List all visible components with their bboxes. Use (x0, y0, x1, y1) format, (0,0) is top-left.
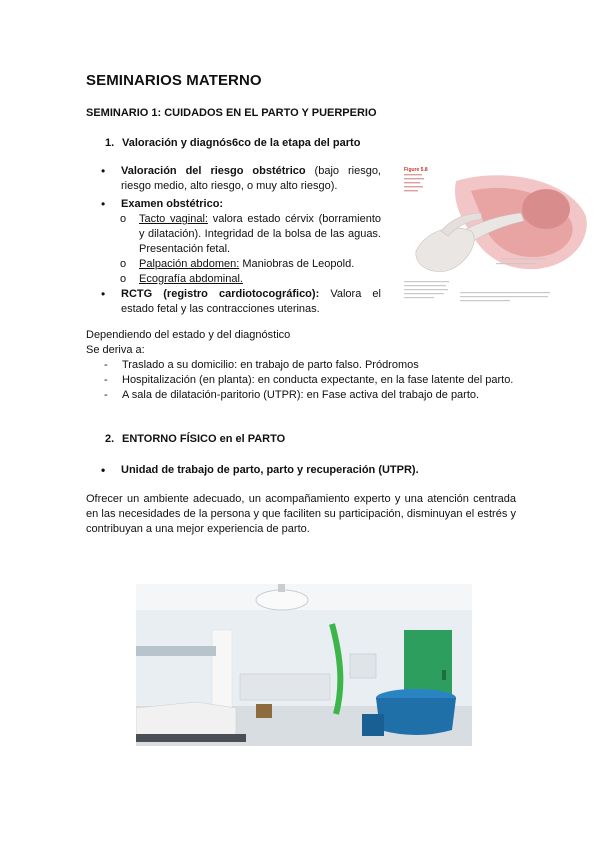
environment-paragraph: Ofrecer un ambiente adecuado, un acompañamiento experto y una atención centrada en las necesidades de la persona y que faciliten su participación, disminuyan el estrés y contribuyan a una mejor experiencia de parto. (86, 493, 516, 535)
lamp-arm (278, 584, 285, 592)
figure-caption-line (460, 296, 548, 297)
bullet-rctg-label: RCTG (registro cardiotocográfico): (121, 288, 320, 300)
wall-rail (136, 646, 216, 656)
vaginal-exam-figure (396, 161, 592, 311)
figure-caption-line (460, 292, 550, 293)
sub-palpacion-label: Palpación abdomen: (139, 258, 240, 270)
surgical-lamp (256, 590, 308, 610)
section-2-number: 2. (105, 433, 115, 445)
section-1-content (101, 164, 381, 317)
bullet-exam-label: Examen obstétrico: (121, 198, 224, 210)
bullet-risk-label: Valoración del riesgo obstétrico (121, 165, 306, 177)
figure-caption-line (460, 300, 510, 301)
sub-ecografia-label: Ecografía abdominal. (139, 273, 243, 285)
figure-caption-line (404, 281, 449, 282)
depend-line: Dependiendo del estado y del diagnóstico (86, 329, 291, 341)
figure-caption-line (404, 174, 422, 175)
bullet-risk-text: (bajo riesgo, riesgo medio, alto riesgo, o muy alto riesgo). (121, 165, 381, 192)
figure-caption-line (404, 289, 448, 290)
stool (256, 704, 272, 718)
dash-item-domicilio: - Traslado a su domicilio: en trabajo de parto falso. Pródromos (86, 358, 516, 373)
counter (240, 674, 330, 700)
door-handle (442, 670, 446, 680)
figure-caption-line (404, 297, 434, 298)
sub-palpacion (101, 257, 381, 272)
bullet-risk (101, 164, 381, 194)
tub-steps (362, 714, 384, 736)
dash-item-hospitalizacion: - Hospitalización (en planta): en conducta expectante, en la fase latente del parto. (86, 373, 516, 388)
section-2-title: ENTORNO FÍSICO en el PARTO (122, 433, 286, 445)
bullet-exam (101, 197, 381, 212)
figure-caption-line (404, 182, 420, 183)
section-2-content (101, 463, 501, 478)
seminar-subtitle: SEMINARIO 1: CUIDADOS EN EL PARTO Y PUERPERIO (86, 107, 377, 119)
figure-label: Figure 5.8 (404, 167, 428, 173)
birthing-tub (376, 698, 456, 735)
sub-ecografia (101, 272, 381, 287)
referral-block (86, 328, 516, 403)
bullet-rctg-text: Valora el estado fetal y las contracciones uterinas. (121, 288, 381, 315)
section-1-number: 1. (105, 137, 115, 149)
document-title: SEMINARIOS MATERNO (86, 72, 262, 89)
sub-palpacion-text: Maniobras de Leopold. (239, 258, 355, 270)
sub-tacto-text: valora estado cérvix (borramiento y dilatación). Integridad de la bolsa de las aguas. Presentación fetal. (139, 213, 381, 255)
figure-note-line (496, 263, 536, 264)
bed-base (136, 734, 246, 742)
bullet-rctg (101, 287, 381, 317)
derive-line: Se deriva a: (86, 344, 145, 356)
dash-item-utpr: - A sala de dilatación-paritorio (UTPR): en Fase activa del trabajo de parto. (86, 388, 516, 403)
monitor-cart (350, 654, 376, 678)
figure-caption-line (404, 293, 444, 294)
section-1-title: Valoración y diagnós6co de la etapa del parto (122, 137, 361, 149)
delivery-room-photo (136, 584, 472, 746)
sub-tacto-vaginal (101, 212, 381, 257)
section-2-heading (105, 433, 285, 445)
sub-tacto-label: Tacto vaginal: (139, 213, 208, 225)
figure-caption-line (404, 285, 446, 286)
fetal-head (522, 189, 570, 229)
figure-caption-line (404, 178, 424, 179)
figure-caption-line (404, 190, 418, 191)
figure-caption-line (404, 186, 423, 187)
bullet-utpr: • Unidad de trabajo de parto, parto y recuperación (UTPR). (101, 463, 501, 478)
section-1-heading (105, 137, 360, 149)
